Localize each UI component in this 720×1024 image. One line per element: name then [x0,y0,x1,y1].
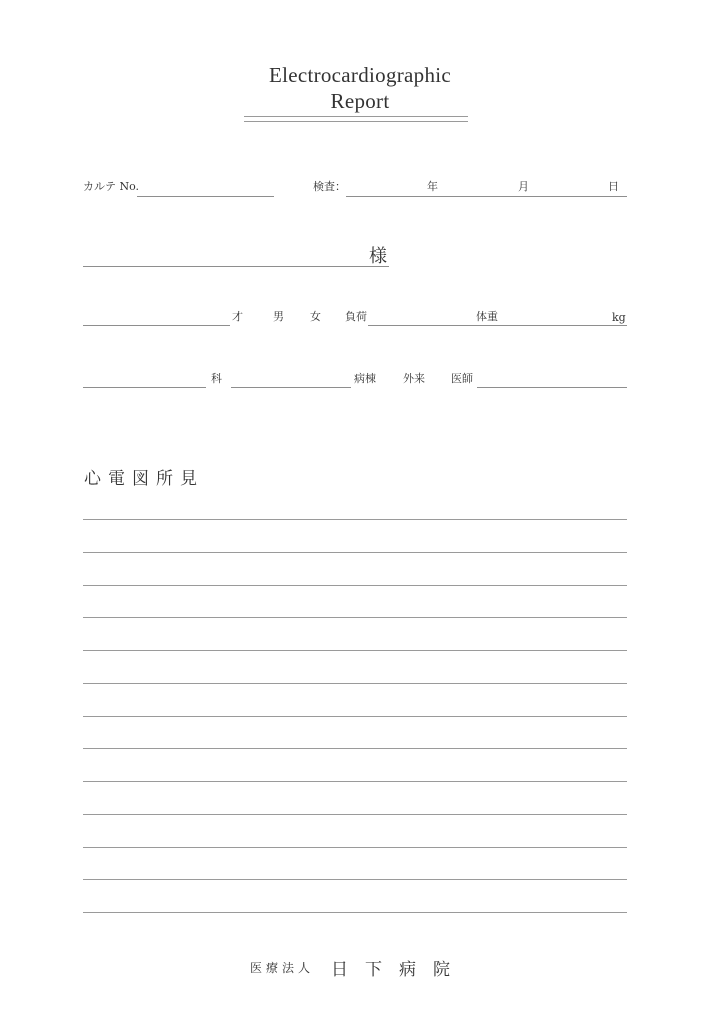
sex-male-option[interactable]: 男 [273,310,284,323]
sex-female-option[interactable]: 女 [310,310,321,323]
findings-line-9[interactable] [83,781,627,782]
findings-line-12[interactable] [83,879,627,880]
report-title [0,62,720,114]
weight-label: 体重 [476,310,498,323]
ward-option[interactable]: 病棟 [354,372,376,385]
title-line-2: Report [330,89,390,113]
exam-date-field[interactable] [346,196,627,197]
findings-line-2[interactable] [83,552,627,553]
chart-no-label: カルテ No. [83,180,140,193]
age-unit-label: 才 [232,310,243,323]
corporation-label: 医療法人 [250,961,315,975]
day-label: 日 [608,180,619,193]
load-label: 負荷 [345,310,367,323]
ward-field[interactable] [231,387,351,388]
findings-line-11[interactable] [83,847,627,848]
year-label: 年 [427,180,438,193]
month-label: 月 [518,180,529,193]
patient-name-field[interactable] [83,266,389,267]
doctor-field[interactable] [477,387,627,388]
exam-date-label: 検査： [313,180,346,193]
honorific-label: 様 [369,246,387,267]
outpatient-option[interactable]: 外来 [403,372,425,385]
age-field[interactable] [83,325,230,326]
findings-line-4[interactable] [83,617,627,618]
department-field[interactable] [83,387,206,388]
title-line-1: Electrocardiographic [268,63,452,87]
load-weight-field[interactable] [368,325,627,326]
findings-line-8[interactable] [83,748,627,749]
title-double-underline [244,116,468,122]
department-suffix-label: 科 [211,372,222,385]
weight-unit-label: kg [612,311,626,324]
ecg-findings-heading: 心電図所見 [84,469,204,489]
hospital-name: 日下病院 [331,960,467,980]
findings-line-7[interactable] [83,716,627,717]
findings-line-5[interactable] [83,650,627,651]
findings-line-13[interactable] [83,912,627,913]
findings-line-1[interactable] [83,519,627,520]
chart-no-field[interactable] [137,196,274,197]
doctor-label: 医師 [451,372,473,385]
findings-line-6[interactable] [83,683,627,684]
findings-line-10[interactable] [83,814,627,815]
findings-line-3[interactable] [83,585,627,586]
